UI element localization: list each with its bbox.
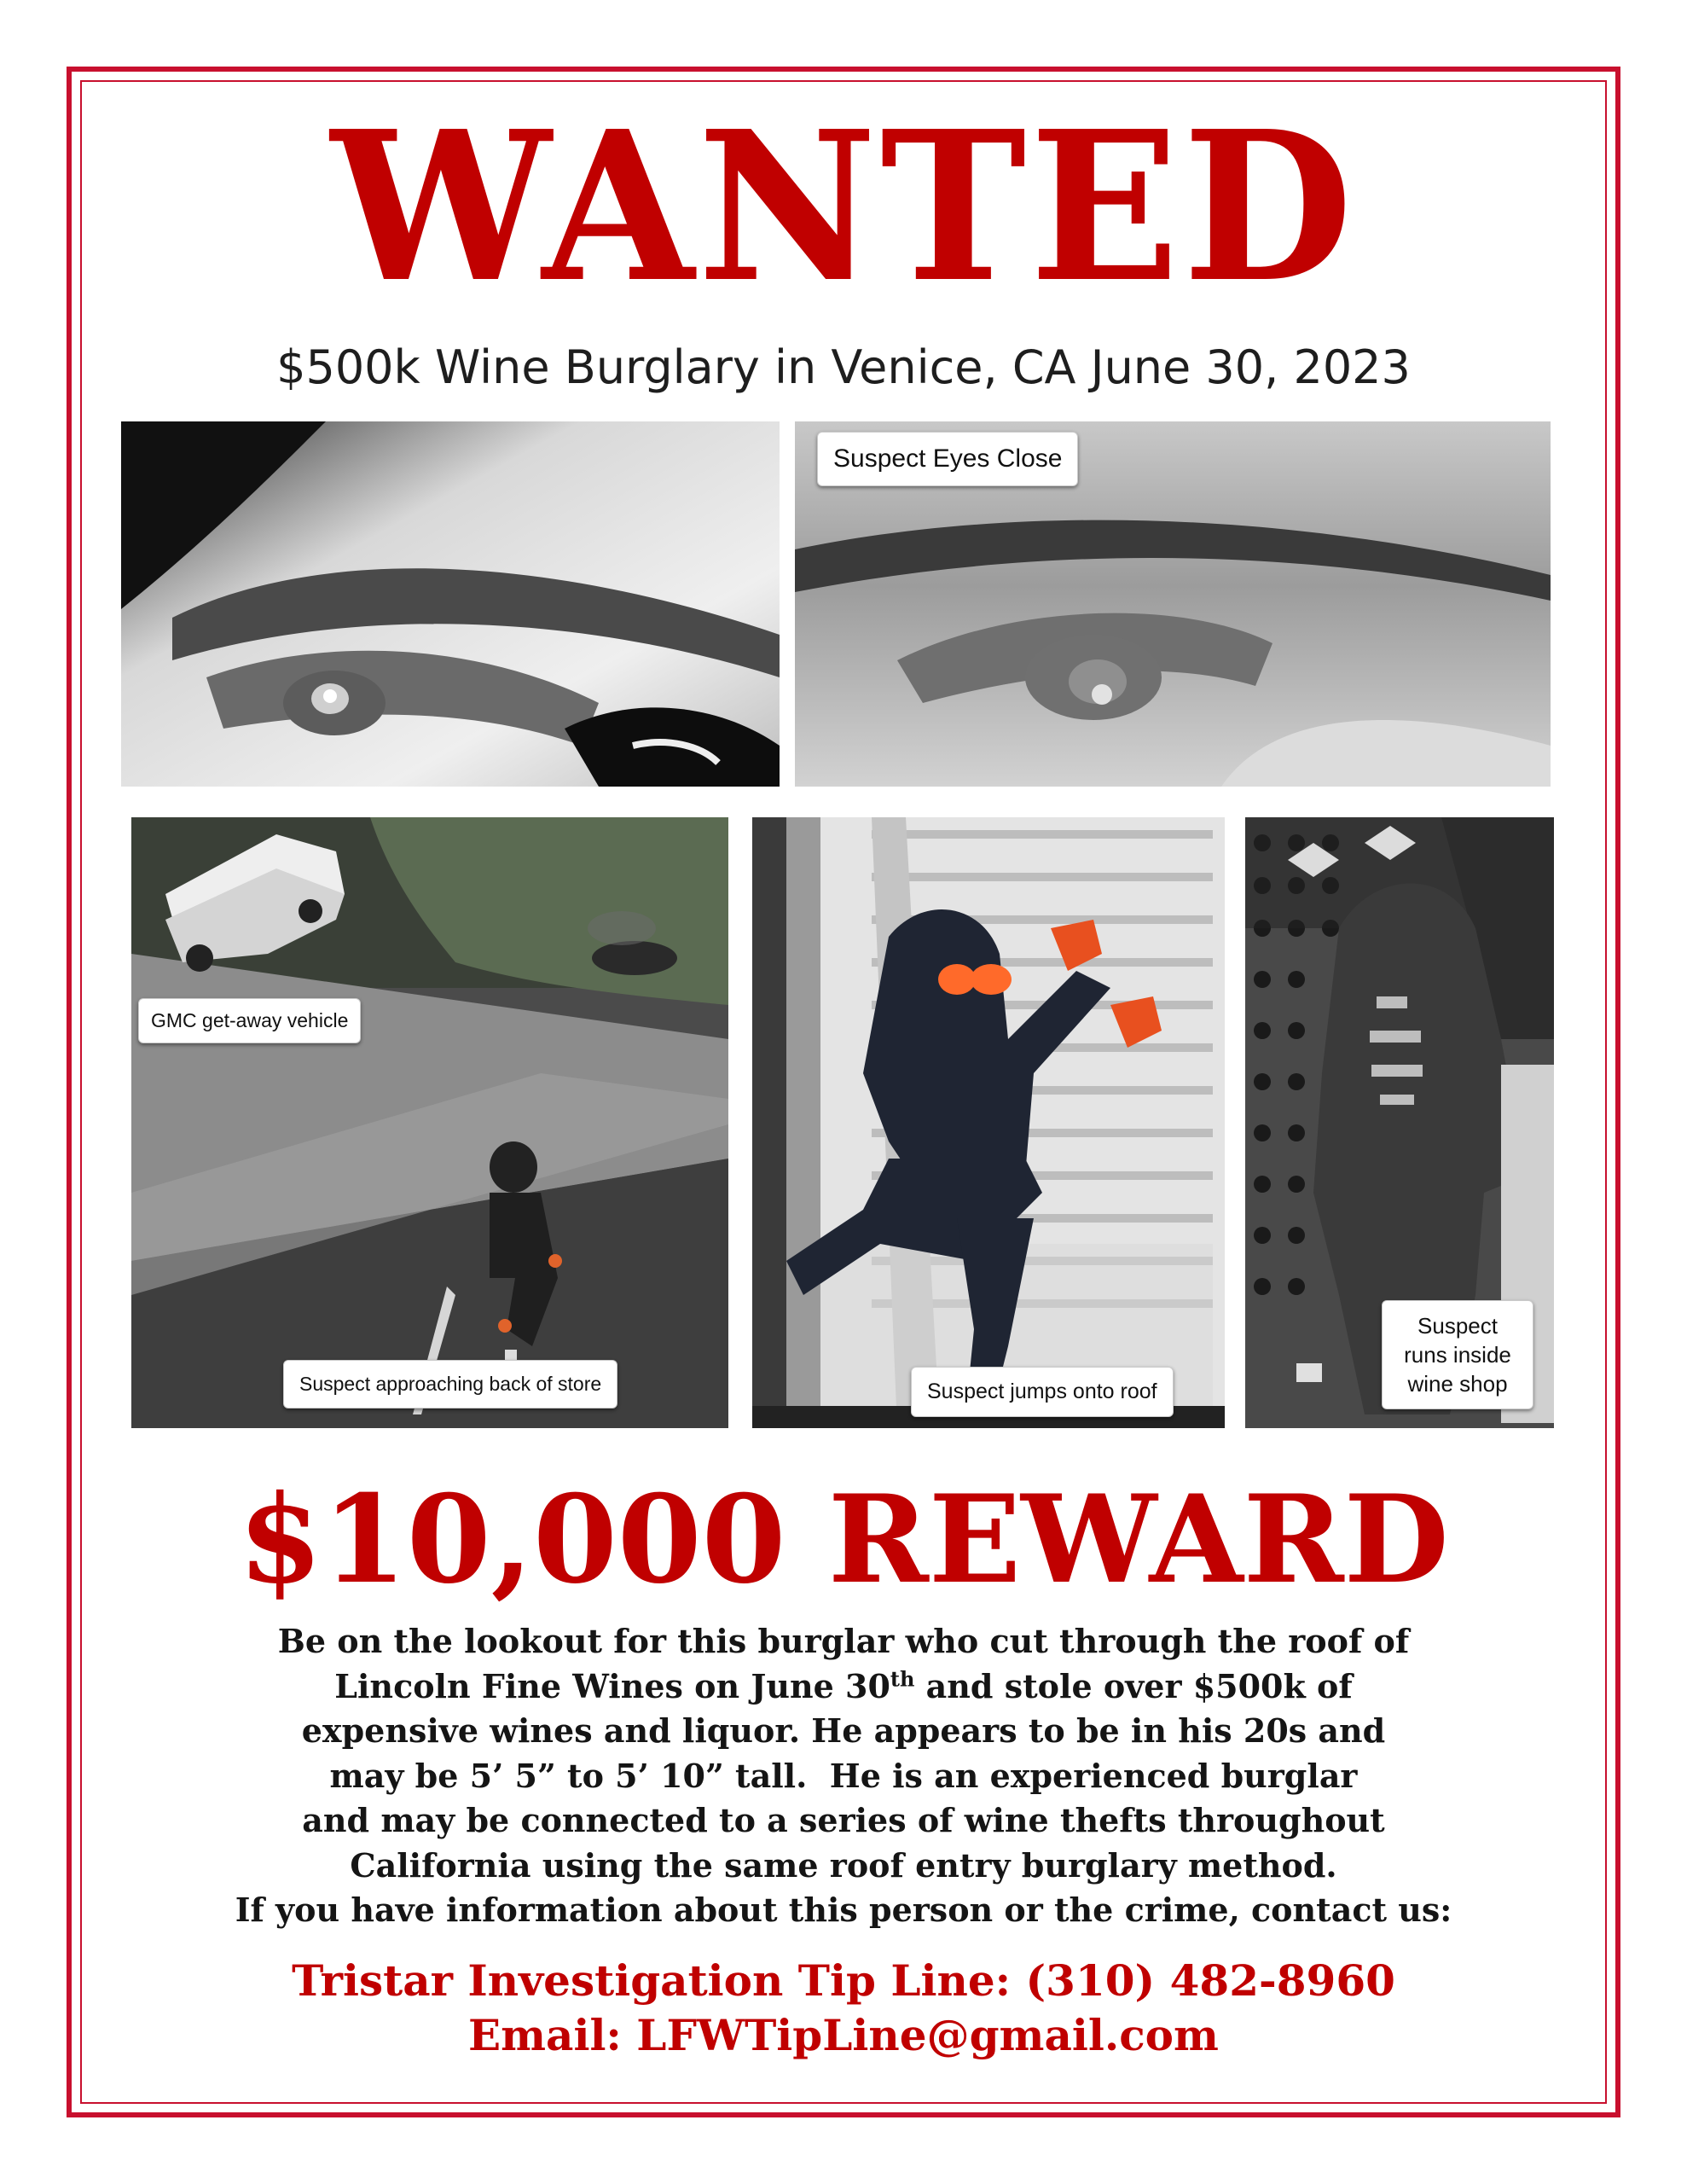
description-line: and may be connected to a series of wine thefts throughout	[302, 1801, 1385, 1839]
parking-lot-photo	[131, 817, 728, 1428]
description-line: If you have information about this person or the crime, contact us:	[235, 1891, 1452, 1929]
tip-email: Email: LFWTipLine@gmail.com	[468, 2010, 1219, 2060]
poster-title: WANTED	[330, 86, 1357, 328]
date-ordinal: th	[890, 1665, 915, 1691]
wine-shop-photo	[1245, 817, 1554, 1428]
poster-subtitle: $500k Wine Burglary in Venice, CA June 30, 2023	[276, 340, 1411, 394]
caption-suspect-eyes: Suspect Eyes Close	[817, 432, 1078, 486]
description-line	[171, 1664, 1516, 1710]
description-line: Be on the lookout for this burglar who cut through the roof of	[277, 1622, 1410, 1660]
suspect-eye-photo-left	[121, 421, 780, 787]
reward-amount: $10,000 REWARD	[238, 1469, 1449, 1611]
description-line: may be 5’ 5” to 5’ 10” tall. He is an experienced burglar	[329, 1756, 1358, 1795]
caption-suspect-runs-inside: Suspect runs inside wine shop	[1382, 1300, 1533, 1409]
caption-suspect-jumps: Suspect jumps onto roof	[911, 1367, 1174, 1417]
description-line: California using the same roof entry burglary method.	[350, 1845, 1337, 1885]
description-text	[171, 1619, 1516, 1933]
description-line: expensive wines and liquor. He appears to be in his 20s and	[301, 1711, 1386, 1750]
tip-line: Tristar Investigation Tip Line: (310) 482-8960	[292, 1955, 1395, 2006]
suspect-eye-photo-right	[795, 421, 1551, 787]
description-fragment: and stole over $500k of	[914, 1666, 1353, 1705]
caption-suspect-approaching: Suspect approaching back of store	[283, 1360, 617, 1409]
caption-getaway-vehicle: GMC get-away vehicle	[138, 998, 361, 1043]
roof-photo	[752, 817, 1225, 1428]
description-fragment: Lincoln Fine Wines on June 30	[334, 1666, 890, 1705]
